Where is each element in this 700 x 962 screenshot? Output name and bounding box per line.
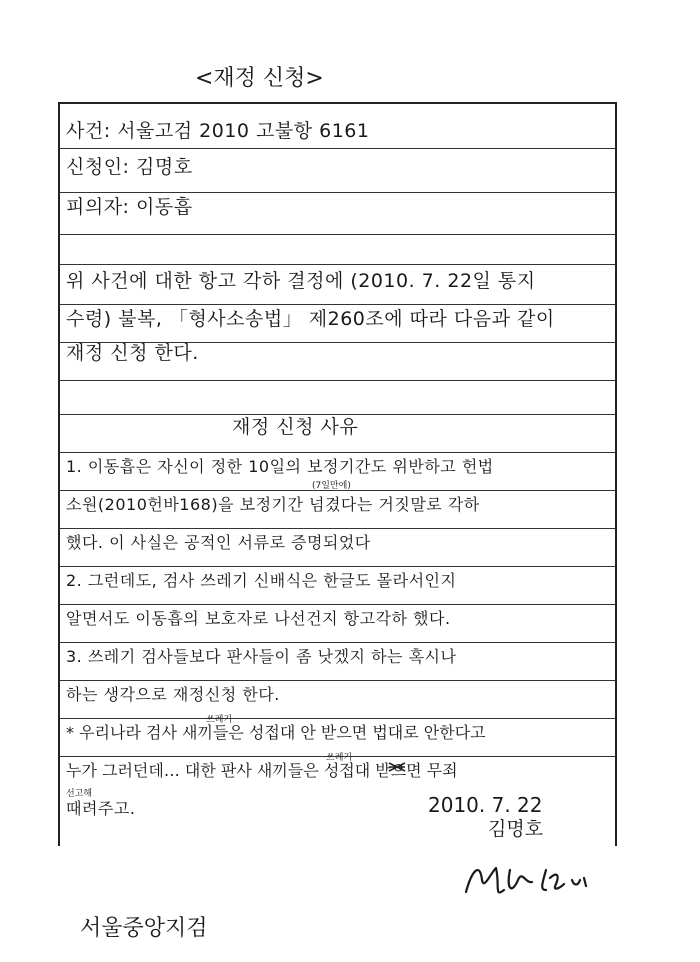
rule-line <box>60 380 615 381</box>
reason-2-line-1: 2. 그런데도, 검사 쓰레기 신배식은 한글도 몰라서인지 <box>66 571 457 590</box>
reasons-heading: 재정 신청 사유 <box>232 416 359 438</box>
signature-image <box>460 850 600 910</box>
rule-line <box>60 234 615 235</box>
strikethrough-mark <box>388 760 406 774</box>
signer-name: 김명호 <box>488 818 544 840</box>
date-line: 2010. 7. 22 <box>428 793 543 817</box>
note-2-insertion: 쓰레기 <box>326 753 353 763</box>
reason-1-insertion: (7일만에) <box>312 481 351 491</box>
rule-line <box>60 264 615 265</box>
addressee: 서울중앙지검 <box>80 916 208 941</box>
applicant-line: 신청인: 김명호 <box>66 156 193 178</box>
suspect-line: 피의자: 이동흡 <box>66 196 193 218</box>
intro-line-3: 재정 신청 한다. <box>66 342 199 364</box>
case-number-line: 사건: 서울고검 2010 고불항 6161 <box>66 120 370 142</box>
reason-1-line-3: 했다. 이 사실은 공적인 서류로 증명되었다 <box>66 533 371 552</box>
reason-1-line-2: 소원(2010헌바168)을 보정기간 넘겼다는 거짓말로 각하 <box>66 495 480 514</box>
reason-1-line-1: 1. 이동흡은 자신이 정한 10일의 보정기간도 위반하고 헌법 <box>66 457 494 476</box>
note-3-insertion: 선고해 <box>66 789 93 799</box>
note-1-insertion: 쓰레기 <box>206 715 233 725</box>
intro-line-1: 위 사건에 대한 항고 각하 결정에 (2010. 7. 22일 통지 <box>66 270 536 292</box>
document-title: <재정 신청> <box>195 66 324 91</box>
note-line-2: 누가 그러던데… 대한 판사 새끼들은 성접대 받으면 무죄 <box>66 761 458 780</box>
intro-line-2: 수령) 불복, 「형사소송법」 제260조에 따라 다음과 같이 <box>66 308 555 330</box>
note-line-1: * 우리나라 검사 새끼들은 성접대 안 받으면 법대로 안한다고 <box>66 723 486 742</box>
rule-line <box>60 148 615 149</box>
reason-3-line-2: 하는 생각으로 재정신청 한다. <box>66 685 280 704</box>
reason-2-line-2: 알면서도 이동흡의 보호자로 나선건지 항고각하 했다. <box>66 609 451 628</box>
reason-3-line-1: 3. 쓰레기 검사들보다 판사들이 좀 낫겠지 하는 혹시나 <box>66 647 457 666</box>
note-line-3: 때려주고. <box>66 799 136 818</box>
